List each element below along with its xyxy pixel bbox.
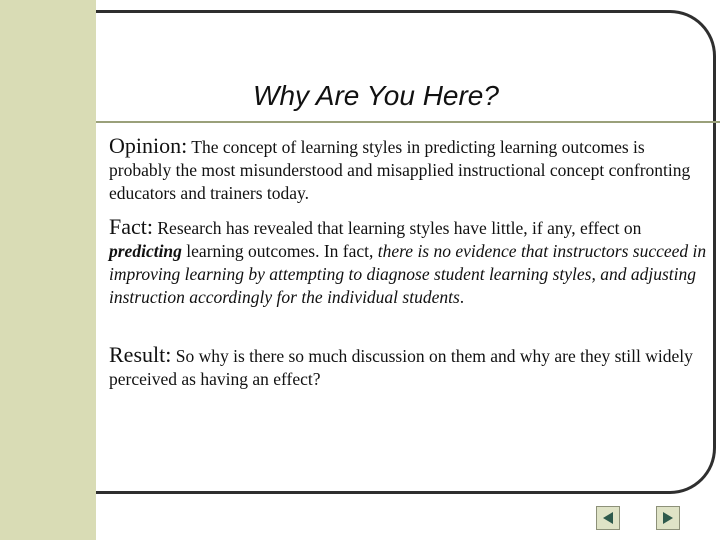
result-paragraph (109, 343, 709, 391)
fact-lead: Fact: (109, 214, 153, 239)
triangle-right-icon (660, 510, 676, 526)
opinion-text: The concept of learning styles in predicting learning outcomes is probably the most misunderstood and misapplied instructional concept confronting educators and trainers today. (109, 137, 691, 203)
fact-paragraph (109, 215, 709, 309)
fact-italic-text: there is no evidence that instructors succeed in improving learning by attempting to diagnose student learning styles, and adjusting instruction accordingly for the individual students (109, 241, 707, 307)
result-lead: Result: (109, 342, 172, 367)
opinion-lead: Opinion: (109, 133, 188, 158)
result-text: So why is there so much discussion on them and why are they still widely perceived as having an effect? (109, 346, 693, 389)
fact-text-after: learning outcomes. In fact, (181, 241, 378, 261)
triangle-left-icon (600, 510, 616, 526)
opinion-paragraph (109, 134, 709, 205)
title-divider (96, 121, 720, 123)
fact-emphasis: predicting (109, 241, 182, 261)
slide-title: Why Are You Here? (253, 80, 499, 111)
fact-text: Research has revealed that learning styles have little, if any, effect on (153, 218, 642, 238)
left-decorative-band (0, 0, 96, 540)
next-slide-button[interactable] (656, 506, 680, 530)
fact-end: . (459, 287, 465, 307)
previous-slide-button[interactable] (596, 506, 620, 530)
